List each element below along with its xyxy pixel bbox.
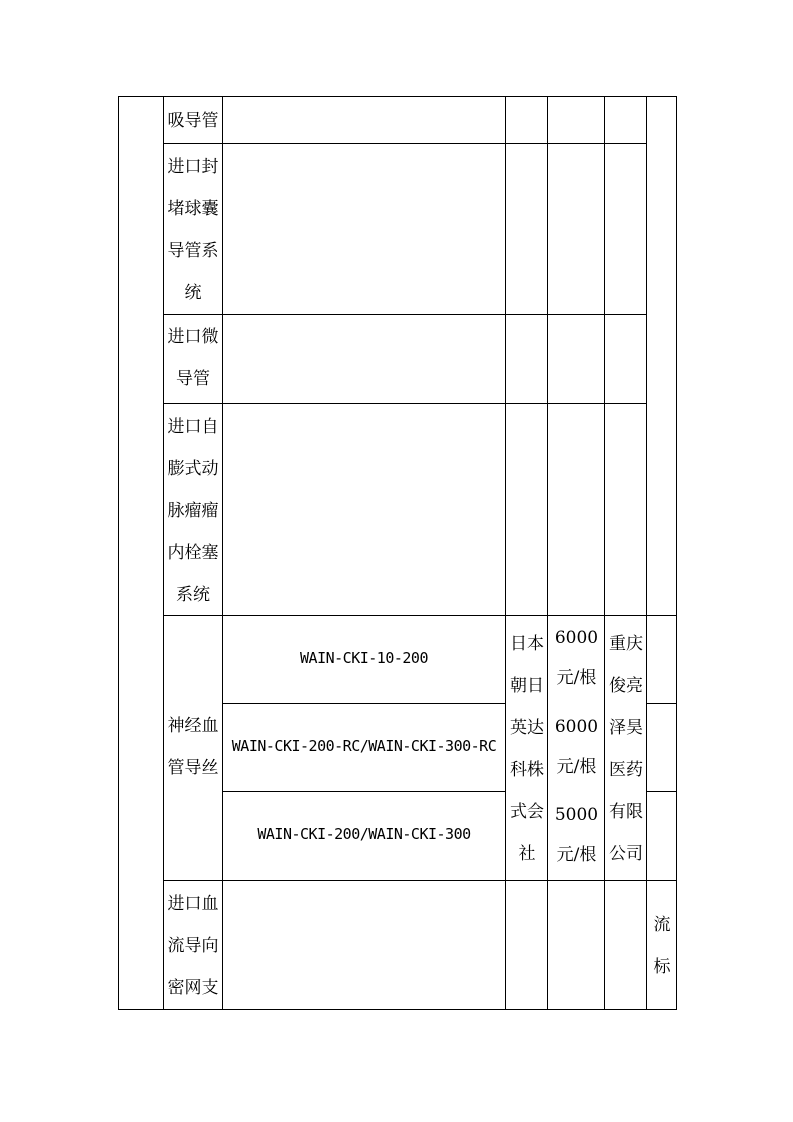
product-name-cell — [164, 146, 222, 314]
row-divider — [163, 314, 647, 315]
supplier-cell — [605, 623, 647, 875]
price-unit: 元/根 — [556, 668, 597, 688]
manufacturer-cell — [506, 623, 548, 875]
price-amount: 6000 — [554, 717, 599, 737]
product-name-cell — [164, 316, 222, 400]
table-left-border — [118, 96, 119, 1010]
product-name-line: 系统 — [176, 585, 210, 605]
last-column-line: 流 — [653, 915, 671, 935]
product-name-cell — [164, 100, 222, 142]
supplier-line: 医药 — [609, 760, 643, 780]
supplier-line: 泽昊 — [609, 718, 643, 738]
manufacturer-line: 日本 — [510, 634, 544, 654]
price-cell — [548, 618, 605, 698]
model-number: WAIN-CKI-200-RC/WAIN-CKI-300-RC — [231, 737, 497, 755]
product-name-line: 膨式动 — [167, 459, 219, 479]
manufacturer-line: 式会 — [510, 802, 544, 822]
product-name-line: 进口封 — [167, 157, 219, 177]
last-column-line: 标 — [653, 957, 671, 977]
subrow-divider — [222, 703, 505, 704]
row-divider — [163, 403, 647, 404]
row-divider — [163, 880, 677, 881]
price-unit: 元/根 — [556, 845, 597, 865]
product-name-line: 统 — [184, 283, 202, 303]
product-name-line: 内栓塞 — [167, 543, 219, 563]
table-bottom-border — [118, 1009, 677, 1010]
price-amount: 6000 — [554, 628, 599, 648]
subrow-divider — [646, 703, 677, 704]
product-name-line: 流导向 — [167, 936, 219, 956]
product-name-line: 吸导管 — [167, 111, 219, 131]
product-name-line: 管导丝 — [167, 758, 219, 778]
model-number: WAIN-CKI-10-200 — [300, 649, 428, 667]
product-name-line: 进口自 — [167, 417, 219, 437]
product-name-line: 导管系 — [167, 241, 219, 261]
product-name-line: 脉瘤瘤 — [167, 501, 219, 521]
product-name-cell — [164, 705, 222, 789]
supplier-line: 有限 — [609, 802, 643, 822]
last-column-cell — [647, 904, 677, 988]
supplier-line: 公司 — [609, 844, 643, 864]
col-divider-2 — [222, 96, 223, 1010]
subrow-divider — [646, 791, 677, 792]
row-divider — [163, 143, 647, 144]
product-name-line: 神经血 — [167, 716, 219, 736]
manufacturer-line: 英达 — [510, 718, 544, 738]
product-name-cell — [164, 406, 222, 616]
product-name-line: 导管 — [176, 369, 210, 389]
price-amount: 5000 — [554, 805, 599, 825]
row-divider — [163, 615, 677, 616]
manufacturer-line: 社 — [518, 844, 536, 864]
manufacturer-line: 科株 — [510, 760, 544, 780]
price-cell — [548, 795, 605, 875]
table-top-border — [118, 96, 677, 97]
price-cell — [548, 707, 605, 787]
subrow-divider — [222, 791, 505, 792]
price-unit: 元/根 — [556, 757, 597, 777]
manufacturer-line: 朝日 — [510, 676, 544, 696]
supplier-line: 重庆 — [609, 634, 643, 654]
product-name-line: 进口血 — [167, 894, 219, 914]
model-number: WAIN-CKI-200/WAIN-CKI-300 — [257, 825, 471, 843]
product-name-cell — [164, 883, 222, 1009]
product-name-line: 堵球囊 — [167, 199, 219, 219]
product-name-line: 进口微 — [167, 327, 219, 347]
product-name-line: 密网支 — [167, 978, 219, 998]
table-right-border — [676, 96, 677, 1010]
supplier-line: 俊亮 — [609, 676, 643, 696]
